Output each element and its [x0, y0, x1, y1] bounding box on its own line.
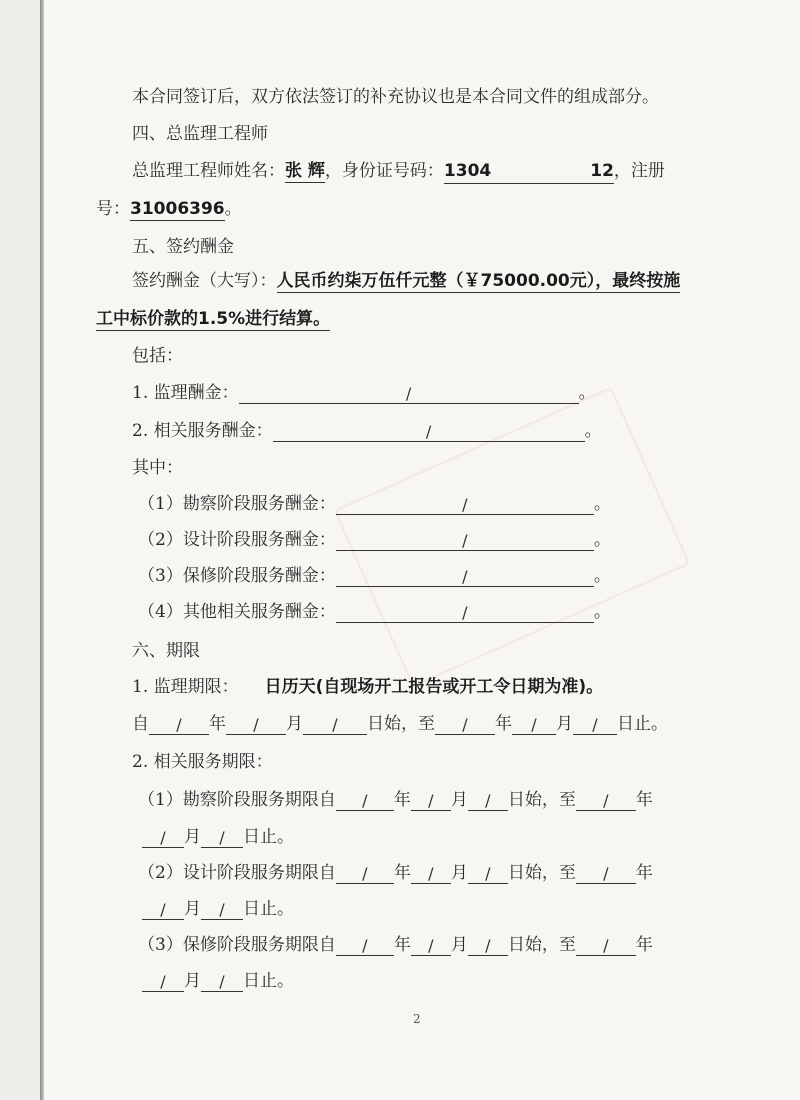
- tsub2-month-blank: [411, 863, 451, 884]
- day-start-label: 日始，至: [507, 935, 576, 955]
- sub2-blank: [336, 530, 594, 551]
- item2-label: 2. 相关服务酬金：: [132, 421, 273, 441]
- day-start-label: 日始，至: [367, 714, 435, 734]
- sub2-label: （2）设计阶段服务酬金：: [138, 530, 336, 550]
- month-label: 月: [184, 971, 201, 991]
- fee-line: [132, 270, 680, 292]
- page-number: 2: [413, 1012, 421, 1026]
- item1-end: 。: [578, 383, 596, 403]
- tsub2-day-blank: [468, 863, 508, 884]
- sub-fee-2: [138, 529, 611, 551]
- day-end-label: 日止。: [243, 899, 294, 919]
- year-label: 年: [393, 935, 411, 955]
- id-label: ，身份证号码：: [324, 161, 444, 181]
- sub1-blank: [336, 494, 594, 515]
- from-day-blank: [303, 714, 367, 735]
- reg-prefix: 号：: [96, 199, 130, 219]
- sub1-end: 。: [593, 494, 611, 514]
- include-label: 包括：: [132, 346, 183, 366]
- reg-line: [96, 198, 242, 220]
- day-start-label: 日始，至: [507, 863, 576, 883]
- section-4-title: 四、总监理工程师: [132, 124, 268, 144]
- slash-a3: /: [332, 715, 338, 734]
- sub2-end: 。: [593, 530, 611, 550]
- item2-end: 。: [584, 421, 602, 441]
- year-label: 年: [635, 935, 653, 955]
- slash-c2: /: [428, 864, 434, 883]
- term1-label: 1. 监理期限：: [132, 677, 239, 697]
- engineer-line: [132, 160, 665, 184]
- tsub2-to-day-blank: [201, 899, 243, 920]
- slash-b4: /: [603, 791, 609, 810]
- tsub2-to-year-blank: [576, 863, 636, 884]
- id-number-start: 1304: [443, 161, 492, 181]
- tsub1-to-month-blank: [142, 827, 184, 848]
- term-sub-3-end: [142, 970, 294, 992]
- day-end-label: 日止。: [617, 714, 668, 734]
- item1-label: 1. 监理酬金：: [132, 383, 239, 403]
- slash-b5: /: [160, 828, 166, 847]
- term1-value: 日历天(自现场开工报告或开工令日期为准)。: [264, 677, 604, 697]
- reg-label: ，注册: [613, 161, 665, 181]
- slash-a2: /: [253, 715, 259, 734]
- slash-c6: /: [219, 900, 225, 919]
- day-end-label: 日止。: [243, 971, 294, 991]
- slash-c3: /: [485, 864, 491, 883]
- slash-b3: /: [485, 791, 491, 810]
- from-label: 自: [132, 714, 149, 734]
- slash-a4: /: [462, 715, 468, 734]
- slash-a1: /: [176, 715, 182, 734]
- month-label: 月: [450, 790, 468, 810]
- sub2-slash: /: [462, 531, 468, 550]
- slash-d4: /: [603, 936, 609, 955]
- tsub3-label: （3）保修阶段服务期限自: [138, 935, 336, 955]
- tsub1-to-year-blank: [576, 790, 636, 811]
- slash-c4: /: [603, 864, 609, 883]
- month-label: 月: [556, 714, 573, 734]
- sub4-label: （4）其他相关服务酬金：: [138, 602, 336, 622]
- year-label: 年: [635, 863, 653, 883]
- item1-blank: [239, 383, 579, 404]
- year-label: 年: [393, 863, 411, 883]
- tsub1-year-blank: [336, 790, 394, 811]
- sub4-end: 。: [593, 602, 611, 622]
- tsub1-label: （1）勘察阶段服务期限自: [138, 790, 336, 810]
- tsub3-month-blank: [411, 935, 451, 956]
- fee-label: 签约酬金（大写）：: [132, 271, 277, 291]
- tsub1-to-day-blank: [201, 827, 243, 848]
- fee-line-2: [96, 308, 330, 330]
- item-supervision-fee: [132, 382, 596, 404]
- tsub3-to-year-blank: [576, 935, 636, 956]
- year-label: 年: [495, 714, 512, 734]
- sub3-label: （3）保修阶段服务酬金：: [138, 566, 336, 586]
- to-day-blank: [573, 714, 617, 735]
- year-label: 年: [635, 790, 653, 810]
- sub-fee-4: [138, 601, 611, 623]
- day-start-label: 日始，至: [507, 790, 576, 810]
- month-label: 月: [184, 899, 201, 919]
- id-number-end: 12: [590, 161, 614, 181]
- section-5-title: 五、签约酬金: [132, 237, 234, 257]
- day-end-label: 日止。: [243, 827, 294, 847]
- from-month-blank: [226, 714, 286, 735]
- from-year-blank: [149, 714, 209, 735]
- slash-d2: /: [428, 936, 434, 955]
- sub-fee-1: [138, 493, 611, 515]
- slash-d5: /: [160, 972, 166, 991]
- tsub1-day-blank: [468, 790, 508, 811]
- sub1-label: （1）勘察阶段服务酬金：: [138, 494, 336, 514]
- year-label: 年: [209, 714, 226, 734]
- slash-d3: /: [485, 936, 491, 955]
- to-month-blank: [512, 714, 556, 735]
- sub3-blank: [336, 566, 594, 587]
- sub1-slash: /: [462, 495, 468, 514]
- month-label: 月: [450, 935, 468, 955]
- sub-fee-3: [138, 565, 611, 587]
- slash-c1: /: [362, 864, 368, 883]
- fee-text-2: 工中标价款的1.5%进行结算。: [96, 309, 331, 329]
- term-sub-2-end: [142, 898, 294, 920]
- sub4-blank: [336, 602, 594, 623]
- sub4-slash: /: [462, 603, 468, 622]
- sub3-end: 。: [593, 566, 611, 586]
- term1-dates: [132, 713, 668, 735]
- sub3-slash: /: [462, 567, 468, 586]
- month-label: 月: [450, 863, 468, 883]
- id-number: [444, 160, 614, 184]
- fee-text-1: 人民币约柒万伍仟元整（￥75000.00元），最终按施: [276, 271, 681, 291]
- slash-a5: /: [531, 715, 537, 734]
- page-margin-shadow: [0, 0, 40, 1100]
- item-related-fee: [132, 420, 602, 442]
- slash-a6: /: [592, 715, 598, 734]
- slash-c5: /: [160, 900, 166, 919]
- to-year-blank: [435, 714, 495, 735]
- item2-blank: [273, 421, 585, 442]
- reg-suffix: 。: [224, 199, 242, 219]
- reg-number: 31006396: [130, 199, 225, 219]
- slash-d6: /: [219, 972, 225, 991]
- month-label: 月: [286, 714, 303, 734]
- binding-edge: [40, 0, 44, 1100]
- tsub3-year-blank: [336, 935, 394, 956]
- tsub2-to-month-blank: [142, 899, 184, 920]
- section-6-title: 六、期限: [132, 641, 200, 661]
- slash-b2: /: [428, 791, 434, 810]
- term1-line: [132, 676, 603, 698]
- tsub2-year-blank: [336, 863, 394, 884]
- tsub3-to-day-blank: [201, 971, 243, 992]
- slash-d1: /: [362, 936, 368, 955]
- slash-b6: /: [219, 828, 225, 847]
- intro-text: 本合同签订后，双方依法签订的补充协议也是本合同文件的组成部分。: [132, 87, 659, 107]
- slash-b1: /: [362, 791, 368, 810]
- engineer-name: 张 辉: [285, 161, 325, 181]
- tsub3-to-month-blank: [142, 971, 184, 992]
- term2-label: 2. 相关服务期限：: [132, 752, 273, 772]
- term-sub-1: [138, 789, 653, 811]
- tsub3-day-blank: [468, 935, 508, 956]
- month-label: 月: [184, 827, 201, 847]
- tsub1-month-blank: [411, 790, 451, 811]
- among-label: 其中：: [132, 458, 183, 478]
- engineer-label: 总监理工程师姓名：: [132, 161, 285, 181]
- term-sub-2: [138, 862, 653, 884]
- item1-slash: /: [405, 384, 412, 403]
- year-label: 年: [393, 790, 411, 810]
- term-sub-3: [138, 934, 653, 956]
- term-sub-1-end: [142, 826, 294, 848]
- tsub2-label: （2）设计阶段服务期限自: [138, 863, 336, 883]
- item2-slash: /: [425, 422, 432, 441]
